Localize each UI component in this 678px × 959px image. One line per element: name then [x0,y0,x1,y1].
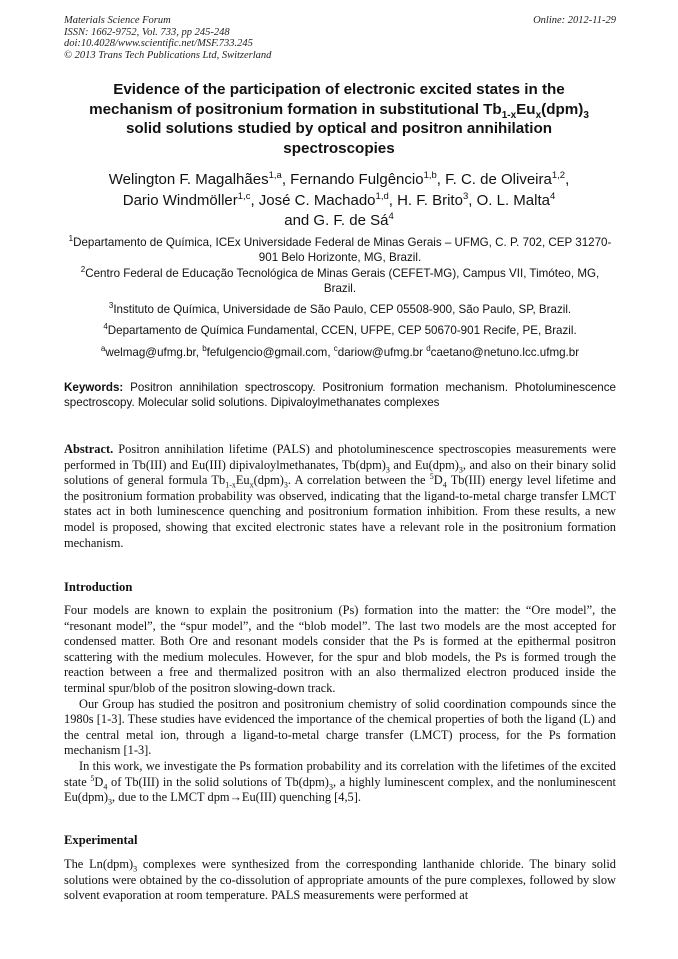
paper-title: Evidence of the participation of electronic excited states in the mechanism of positronium formation in substitutional $Tb_{1-x}Eu_x(dpm)_3$ solid solutions studied by optical and positron annihilation spectroscopies [89,81,589,157]
author: Fernando Fulgêncio$^{1,b}$, [290,170,446,188]
keywords-text: Positron annihilation spectroscopy. Positronium formation mechanism. Photoluminescence spectroscopy. Molecular solid solutions. Dipivaloylmethanates complexes [64,381,616,409]
journal-header [64,15,616,61]
author: Dario Windmöller$^{1,c}$, [122,190,259,209]
paragraph: In this work, we investigate the Ps formation probability and its correlation with the lifetimes of the excited state $^5D_4$ of Tb(III) in the solid solutions of $Tb(dpm)_3$, a highly luminescent complex, and the nonluminescent $Eu(dpm)_3$, due to the LMCT dpm→Eu(III) quenching [4,5]. [64,758,616,807]
doi-line[interactable]: doi:10.4028/www.scientific.net/MSF.733.245 [64,38,253,49]
affiliation-3: $^3$Instituto de Química, Universidade de São Paulo, CEP 05508-900, São Paulo, SP, Brazil. [108,301,572,316]
introduction-body [64,603,616,806]
copyright-line: © 2013 Trans Tech Publications Ltd, Switzerland [64,49,272,61]
experimental-body: The $Ln(dpm)_3$ complexes were synthesized from the corresponding lanthanide chloride. The binary solid solutions were obtained by the co-dissolution of appropriate amounts of the pure complexes, followed by slow solvent evaporation at room temperature. PALS measurements were performed at [64,857,616,903]
abstract-block: Abstract. Positron annihilation lifetime (PALS) and photoluminescence spectroscopies measurements were performed in Tb(III) and Eu(III) dipivaloylmethanates, $Tb(dpm)_3$ and $Eu(dpm)_3$, and also on their binary solid solutions of general formula $Tb_{1-x}Eu_x(dpm)_3$. A correlation between the $^5D_4$ Tb(III) energy level lifetime and the positronium formation probability was observed, indicating that the ligand-to-metal charge transfer LMCT states act in both luminescence quenching and positronium formation inhibition. From these results, a new model is proposed, showing that excited electronic states have a relevant role in the positronium formation mechanism. [64,442,617,550]
issn-line: ISSN: 1662-9752, Vol. 733, pp 245-248 [64,26,230,38]
author: and G. F. de $Sá^4$ [284,211,394,229]
author: H. F. Brito$^3$, [397,190,477,209]
online-date: Online: 2012-11-29 [533,15,616,26]
affiliation-4: $^4$Departamento de Química Fundamental, CCEN, UFPE, CEP 50670-901 Recife, PE, Brazil. [103,322,577,337]
author-list [70,170,608,232]
email-link[interactable]: $^b$fefulgencio@gmail.com, [202,344,334,359]
keywords-label: Keywords: [64,381,124,394]
email-link[interactable]: $^c$dariow@ufmg.br [333,344,427,359]
email-link[interactable]: $^a$welmag@ufmg.br, [100,344,203,359]
author: José C. Machado$^{1,d}$, [258,190,398,209]
keywords-block [64,381,616,411]
paragraph: Four models are known to explain the positronium (Ps) formation into the matter: the “Ore model”, the “resonant model”, the “spur model”, and the “blob model”. The last two models are the most accepted for condensed matter. Both Ore and resonant models consider that the Ps is formed at the epithermal positron scattering with the medium molecules. However, for the spur and blob models, the Ps is formed trough the reaction between a free and thermalized positron with an also thermalized electron produced inside the terminal spur/blob of the positron slowing-down track. [64,603,616,695]
email-link[interactable]: $^d$caetano@netuno.lcc.ufmg.br [426,344,580,359]
email-list [64,346,616,361]
author: O. L. Malta$^4$ [476,190,556,209]
affiliation-1: $^1$Departamento de Química, ICEx Universidade Federal de Minas Gerais – UFMG, C. P. 702, CEP 31270-901 Belo Horizonte, MG, Brazil. [68,234,612,264]
journal-name: Materials Science Forum [64,15,171,26]
author: Welington F. Magalhães$^{1,a}$, [108,170,291,188]
abstract-label: Abstract. [64,442,114,456]
affiliation-2: $^2$Centro Federal de Educação Tecnológica de Minas Gerais (CEFET-MG), Campus VII, Timóteo, MG, Brazil. [80,265,600,295]
experimental-heading: Experimental [64,833,138,847]
author: F. C. de Oliveira$^{1,2}$, [445,170,570,188]
paragraph: Our Group has studied the positron and positronium chemistry of solid coordination compounds since the 1980s [1-3]. These studies have evidenced the importance of the chemical properties of both the ligand (L) and the central metal ion, through a ligand-to-metal charge transfer (LMCT) process, for the Ps formation mechanism [1-3]. [64,696,616,758]
introduction-heading: Introduction [64,580,133,594]
